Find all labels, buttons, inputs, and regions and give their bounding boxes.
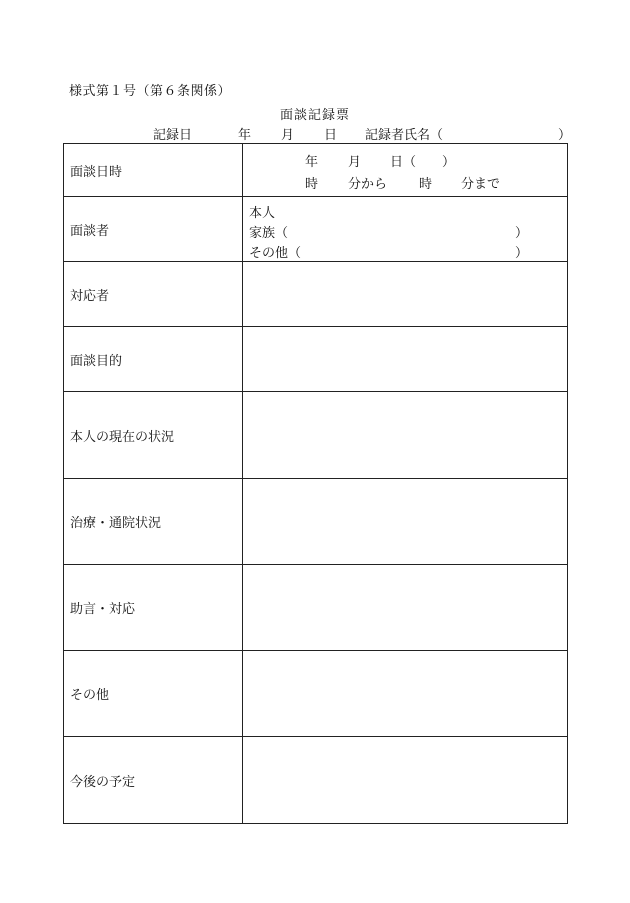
interviewee-label: 面談者 [64, 197, 243, 262]
table-row-datetime [64, 144, 568, 197]
other-label: その他 [64, 651, 243, 737]
advice-field[interactable] [243, 565, 568, 651]
table-row-responder [64, 262, 568, 327]
datetime-field[interactable] [243, 144, 568, 197]
datetime-label: 面談日時 [64, 144, 243, 197]
recorder-name-close-paren: ） [558, 128, 572, 143]
datetime-minute-to: 分まで [461, 177, 501, 192]
table-row-future-plan [64, 737, 568, 824]
advice-label: 助言・対応 [64, 565, 243, 651]
interview-record-table [63, 143, 568, 824]
record-day-label: 日 [324, 128, 338, 143]
table-row-current-status [64, 392, 568, 479]
purpose-field[interactable] [243, 327, 568, 392]
document-title: 面談記録票 [279, 108, 350, 123]
interviewee-field[interactable] [243, 197, 568, 262]
current-status-label: 本人の現在の状況 [64, 392, 243, 479]
future-plan-field[interactable] [243, 737, 568, 824]
interviewee-option-other: その他（ [249, 246, 302, 261]
treatment-field[interactable] [243, 479, 568, 565]
table-row-treatment [64, 479, 568, 565]
responder-field[interactable] [243, 262, 568, 327]
interviewee-option-family: 家族（ [249, 226, 289, 241]
recorder-name-label: 記録者氏名（ [365, 128, 444, 143]
record-date-label: 記録日 [153, 128, 193, 143]
purpose-label: 面談目的 [64, 327, 243, 392]
interviewee-option-self: 本人 [249, 206, 276, 221]
datetime-hour-from: 時 [305, 177, 319, 192]
record-date-line [0, 124, 630, 143]
future-plan-label: 今後の予定 [64, 737, 243, 824]
interviewee-family-close-paren: ） [515, 226, 529, 241]
table-row-advice [64, 565, 568, 651]
current-status-field[interactable] [243, 392, 568, 479]
form-number: 様式第１号（第６条関係） [69, 84, 232, 99]
table-row-other [64, 651, 568, 737]
datetime-minute-from: 分から [348, 177, 388, 192]
datetime-year: 年 [305, 155, 319, 170]
responder-label: 対応者 [64, 262, 243, 327]
other-field[interactable] [243, 651, 568, 737]
datetime-month: 月 [348, 155, 362, 170]
table-row-interviewee [64, 197, 568, 262]
datetime-day-weekday: 日（ ） [390, 155, 456, 170]
treatment-label: 治療・通院状況 [64, 479, 243, 565]
record-year-label: 年 [238, 128, 252, 143]
datetime-hour-to: 時 [419, 177, 433, 192]
interviewee-other-close-paren: ） [515, 246, 529, 261]
record-month-label: 月 [281, 128, 295, 143]
table-row-purpose [64, 327, 568, 392]
